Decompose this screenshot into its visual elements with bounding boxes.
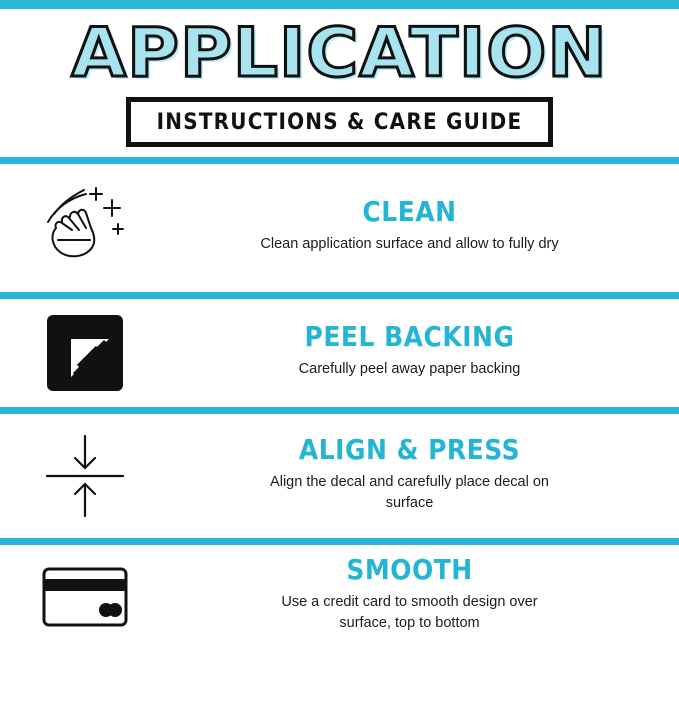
- smooth-icon-wrap: [0, 551, 170, 643]
- clean-text: [170, 187, 679, 269]
- page-title: APPLICATION: [71, 14, 608, 93]
- credit-card-icon: [42, 565, 128, 629]
- peel-icon-wrap: [0, 299, 170, 407]
- step-peel-backing: [0, 299, 679, 407]
- peel-text: [170, 312, 679, 394]
- divider-1: [0, 157, 679, 164]
- step-title-clean: CLEAN: [362, 195, 457, 228]
- align-icon-wrap: [0, 414, 170, 538]
- step-desc-smooth: Use a credit card to smooth design over surface, top to bottom: [281, 594, 538, 631]
- divider-3: [0, 407, 679, 414]
- step-title-smooth: SMOOTH: [346, 553, 473, 586]
- align-arrows-center-icon: [41, 428, 129, 524]
- step-align-press: [0, 414, 679, 538]
- top-accent-bar: [0, 0, 679, 9]
- step-desc-peel: Carefully peel away paper backing: [298, 361, 521, 377]
- subtitle-box: [126, 97, 554, 147]
- divider-4: [0, 538, 679, 545]
- header: [0, 9, 679, 157]
- page-subtitle: INSTRUCTIONS & CARE GUIDE: [156, 107, 523, 135]
- peel-corner-arrow-icon: [45, 313, 125, 393]
- clean-icon-wrap: [0, 164, 170, 292]
- step-clean: [0, 164, 679, 292]
- step-desc-clean: Clean application surface and allow to fully dry: [260, 236, 559, 252]
- align-text: [170, 425, 679, 528]
- step-desc-align: Align the decal and carefully place decal on surface: [270, 473, 549, 511]
- step-title-align: ALIGN & PRESS: [298, 433, 521, 465]
- step-smooth: [0, 545, 679, 648]
- step-title-peel: PEEL BACKING: [304, 320, 515, 353]
- divider-2: [0, 292, 679, 299]
- cleaning-hand-sparkle-icon: [38, 178, 133, 278]
- smooth-text: [170, 545, 679, 648]
